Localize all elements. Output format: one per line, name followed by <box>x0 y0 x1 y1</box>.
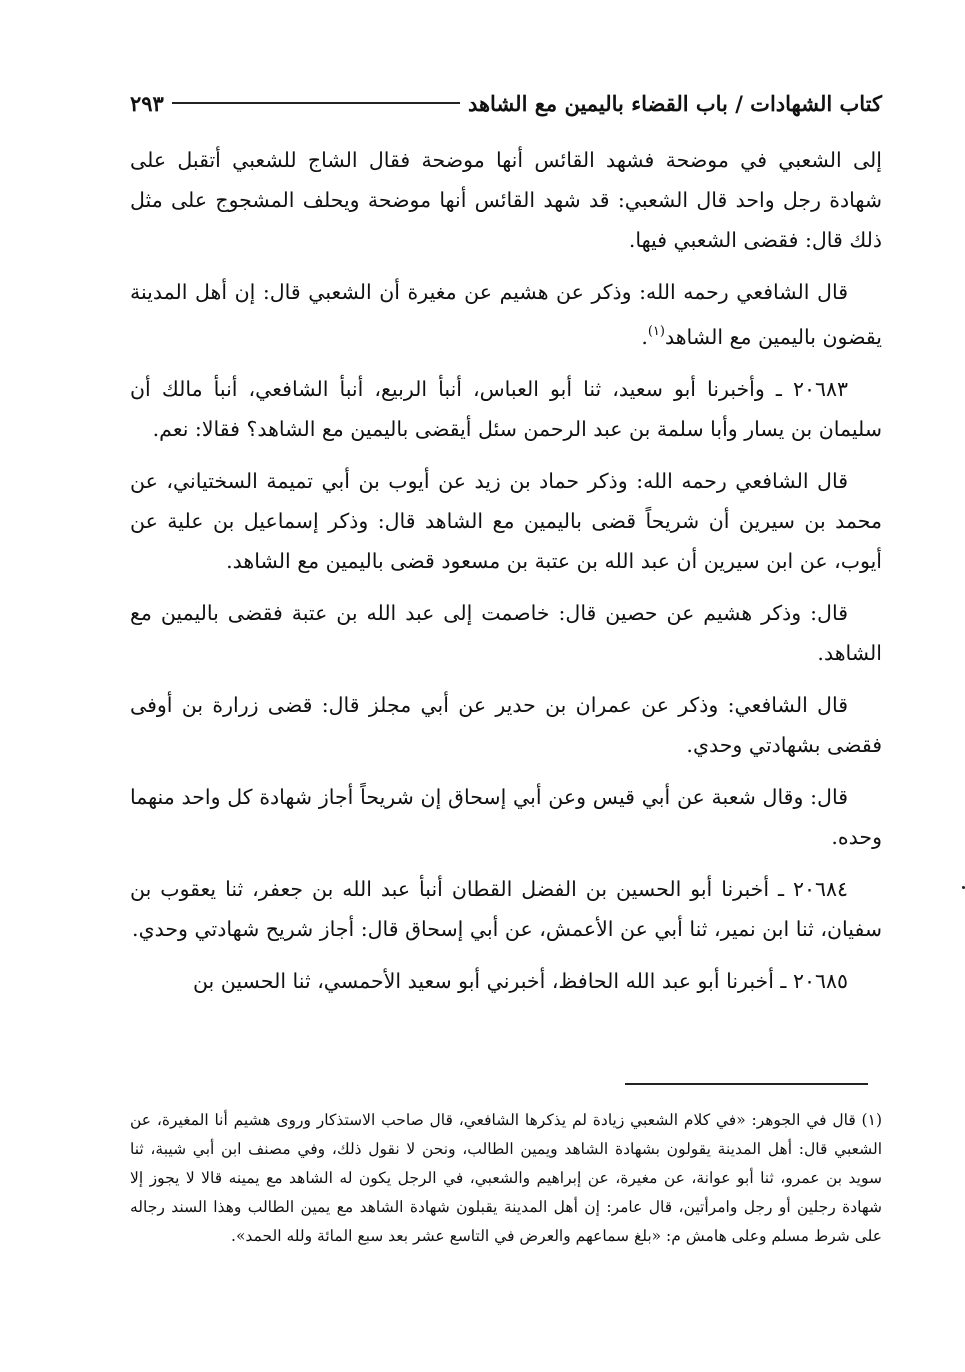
paragraph: إلى الشعبي في موضحة فشهد القائس أنها موضحة فقال الشاج للشعبي أتقبل على شهادة رجل واحد قال الشعبي: قد شهد القائس أنها موضحة ويحلف المشجوج على مثل ذلك قال: فقضى الشعبي فيها. <box>130 148 882 252</box>
footnote <box>130 1106 882 1251</box>
paragraph: قال الشافعي رحمه الله: وذكر عن هشيم عن مغيرة أن الشعبي قال: إن أهل المدينة يقضون باليمين مع الشاهد$^{(١)}$. <box>130 280 882 349</box>
hadith-paragraph: ٢٠٦٨٥ ـ أخبرنا أبو عبد الله الحافظ، أخبرني أبو سعيد الأحمسي، ثنا الحسين بن <box>192 969 848 993</box>
header-title: كتاب الشهادات / باب القضاء باليمين مع الشاهد <box>467 90 882 116</box>
paragraph: قال الشافعي رحمه الله: وذكر حماد بن زيد عن أيوب بن أبي تميمة السختياني، عن محمد بن سيرين أن شريحاً قضى باليمين مع الشاهد قال: وذكر إسماعيل بن علية عن أيوب، عن ابن سيرين أن عبد الله بن عتبة بن مسعود قضى باليمين مع الشاهد. <box>130 469 882 573</box>
header-rule <box>172 102 460 104</box>
paragraph: قال: وذكر هشيم عن حصين قال: خاصمت إلى عبد الله بن عتبة فقضى باليمين مع الشاهد. <box>130 601 882 665</box>
main-text <box>130 140 882 1013</box>
paragraph: قال: وقال شعبة عن أبي قيس وعن أبي إسحاق إن شريحاً أجاز شهادة كل واحد منهما وحده. <box>130 785 882 849</box>
hadith-paragraph: ٢٠٦٨٣ ـ وأخبرنا أبو سعيد، ثنا أبو العباس، أنبأ الربيع، أنبأ الشافعي، أنبأ مالك أن سليمان بن يسار وأبا سلمة بن عبد الرحمن سئل أيقضى باليمين مع الشاهد؟ فقالا: نعم. <box>130 377 882 441</box>
footnote-ref: (١) <box>647 324 665 339</box>
running-header <box>130 86 882 120</box>
page-number: ٢٩٣ <box>130 90 164 116</box>
footnote-separator <box>625 1083 868 1085</box>
paragraph: قال الشافعي: وذكر عن عمران بن حدير عن أبي مجلز قال: قضى زرارة بن أوفى فقضى بشهادتي وحدي. <box>130 693 882 757</box>
hadith-paragraph: ٢٠٦٨٤ ـ أخبرنا أبو الحسين بن الفضل القطان أنبأ عبد الله بن جعفر، ثنا يعقوب بن سفيان، ثنا ابن نمير، ثنا أبي عن الأعمش، عن أبي إسحاق قال: أجاز شريح شهادتي وحدي. <box>130 877 882 941</box>
footnote-text: (١) قال في الجوهر: «في كلام الشعبي زيادة لم يذكرها الشافعي، قال صاحب الاستذكار وروى هشيم أنا المغيرة، عن الشعبي قال: أهل المدينة يقولون بشهادة الشاهد ويمين الطالب، ونحن لا نقول ذلك، وفي مصنف ابن أبي شيبة، ثنا سويد بن عمرو، ثنا أبو عوانة، عن مغيرة، عن إبراهيم والشعبي، في الرجل يكون له الشاهد مع يمينه قالا لا يجوز إلا شهادة رجلين أو رجل وامرأتين، قال عامر: إن أهل المدينة يقبلون شهادة الشاهد مع يمين الطالب وهذا السند رجاله على شرط مسلم وعلى هامش م: «بلغ سماعهم والعرض في التاسع عشر بعد سبع المائة ولله الحمد». <box>130 1111 882 1245</box>
